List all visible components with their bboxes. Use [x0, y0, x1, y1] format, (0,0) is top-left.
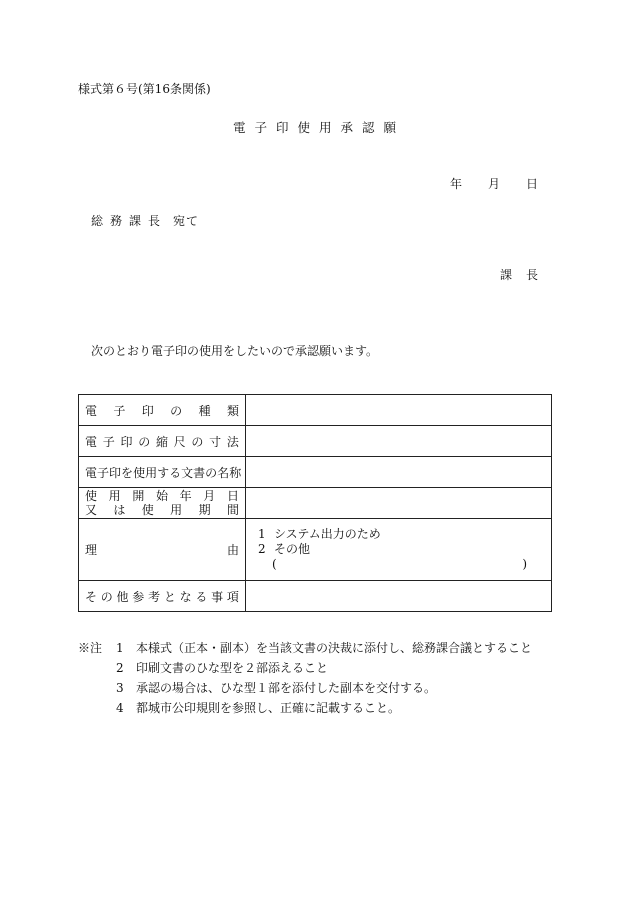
row-label-period [79, 488, 246, 519]
label-char: 使 [141, 503, 154, 517]
note-number: 4 [116, 701, 124, 715]
reason-option-text: その他 [274, 542, 311, 556]
table-row [79, 519, 552, 581]
note-text: 都城市公印規則を参照し、正確に記載すること。 [136, 701, 401, 715]
month-label: 月 [487, 177, 500, 191]
note-item [78, 678, 532, 698]
reason-option[interactable] [246, 527, 551, 542]
label-char: の [138, 434, 151, 449]
label-char: 文 [181, 465, 194, 480]
seal-type-field[interactable] [246, 395, 552, 426]
label-char: 事 [211, 589, 224, 604]
form-number: 様式第６号(第16条関係) [78, 82, 211, 96]
distributed-label [85, 503, 239, 517]
label-char: 用 [170, 503, 183, 517]
label-char: と [163, 589, 176, 604]
row-label-document-name [79, 457, 246, 488]
label-char: る [169, 465, 182, 480]
note-number: 2 [116, 661, 124, 675]
label-char: そ [85, 589, 98, 604]
label-char: は [113, 503, 126, 517]
note-item [78, 698, 532, 718]
notes-prefix: ※注 [78, 641, 103, 655]
label-char: の [170, 403, 183, 418]
reason-option[interactable] [246, 542, 551, 557]
day-label: 日 [525, 177, 538, 191]
distributed-label [85, 433, 239, 450]
addressee [91, 212, 199, 229]
document-name-field[interactable] [246, 457, 552, 488]
label-char: る [195, 589, 208, 604]
label-char: 名 [217, 465, 230, 480]
label-char: 種 [198, 403, 211, 418]
label-char: 縮 [155, 434, 168, 449]
distributed-label [85, 464, 242, 481]
note-text: 本様式（正本・副本）を当該文書の決裁に添付し、総務課合議とすること [136, 641, 533, 655]
label-char: 期 [198, 503, 211, 517]
label-char: 使 [133, 465, 146, 480]
reason-option-text: システム出力のため [274, 527, 381, 541]
period-field[interactable] [246, 488, 552, 519]
request-sentence: 次のとおり電子印の使用をしたいので承認願います。 [91, 344, 379, 358]
addressee-suffix: 宛て [173, 214, 200, 228]
label-char: 用 [145, 465, 158, 480]
label-char: 参 [132, 589, 145, 604]
reason-option-number: 2 [258, 542, 266, 556]
label-char: 電 [85, 403, 98, 418]
paren-open: ( [272, 557, 277, 571]
reason-field [246, 519, 552, 581]
note-text: 印刷文書のひな型を２部添えること [136, 661, 329, 675]
paren-close: ) [522, 557, 527, 571]
note-number: 3 [116, 681, 124, 695]
date-line [450, 175, 538, 192]
distributed-label [85, 489, 239, 503]
label-char: を [121, 465, 134, 480]
label-char: 子 [102, 434, 115, 449]
label-char: 項 [226, 589, 239, 604]
label-char: 使 [85, 489, 98, 503]
label-char: 電 [85, 465, 98, 480]
scale-field[interactable] [246, 426, 552, 457]
label-char: 子 [113, 403, 126, 418]
label-char: 印 [120, 434, 133, 449]
label-char: 子 [97, 465, 110, 480]
document-title: 電子印使用承認願 [232, 120, 405, 135]
label-char: の [100, 589, 113, 604]
label-char: の [191, 434, 204, 449]
table-row [79, 488, 552, 519]
notes [78, 638, 532, 718]
reason-label-right: 由 [226, 543, 239, 557]
row-label-scale [79, 426, 246, 457]
table-row [79, 426, 552, 457]
label-char: す [157, 465, 170, 480]
label-char: 日 [226, 489, 239, 503]
note-item [78, 638, 532, 658]
label-char: 印 [109, 465, 122, 480]
label-char: の [205, 465, 218, 480]
label-char: 尺 [173, 434, 186, 449]
addressee-role: 総務課長 [91, 214, 168, 228]
application-table [78, 394, 552, 612]
reason-option-number: 1 [258, 527, 266, 541]
other-notes-field[interactable] [246, 581, 552, 612]
table-row [79, 395, 552, 426]
row-label-reason [79, 519, 246, 581]
note-number: 1 [116, 641, 124, 655]
label-char: 電 [85, 434, 98, 449]
row-label-other-notes [79, 581, 246, 612]
label-char: 年 [179, 489, 192, 503]
note-item [78, 658, 532, 678]
note-text: 承認の場合は、ひな型１部を添付した副本を交付する。 [136, 681, 437, 695]
year-label: 年 [449, 177, 462, 191]
label-char: 用 [108, 489, 121, 503]
label-char: な [179, 589, 192, 604]
label-char: 称 [229, 465, 242, 480]
table-row [79, 457, 552, 488]
label-char: 始 [155, 489, 168, 503]
label-char: 書 [193, 465, 206, 480]
sender-title: 課長 [499, 268, 552, 282]
label-char: 考 [148, 589, 161, 604]
label-char: 又 [85, 503, 98, 517]
label-char: 間 [226, 503, 239, 517]
label-char: 他 [116, 589, 129, 604]
label-char: 開 [132, 489, 145, 503]
distributed-label [85, 588, 239, 605]
label-char: 類 [226, 403, 239, 418]
label-char: 印 [141, 403, 154, 418]
distributed-label [85, 402, 239, 419]
table-row [79, 581, 552, 612]
label-char: 法 [226, 434, 239, 449]
reason-label-left: 理 [85, 543, 98, 557]
label-char: 月 [203, 489, 216, 503]
other-reason-input[interactable] [272, 557, 527, 572]
row-label-seal-type [79, 395, 246, 426]
label-char: 寸 [209, 434, 222, 449]
